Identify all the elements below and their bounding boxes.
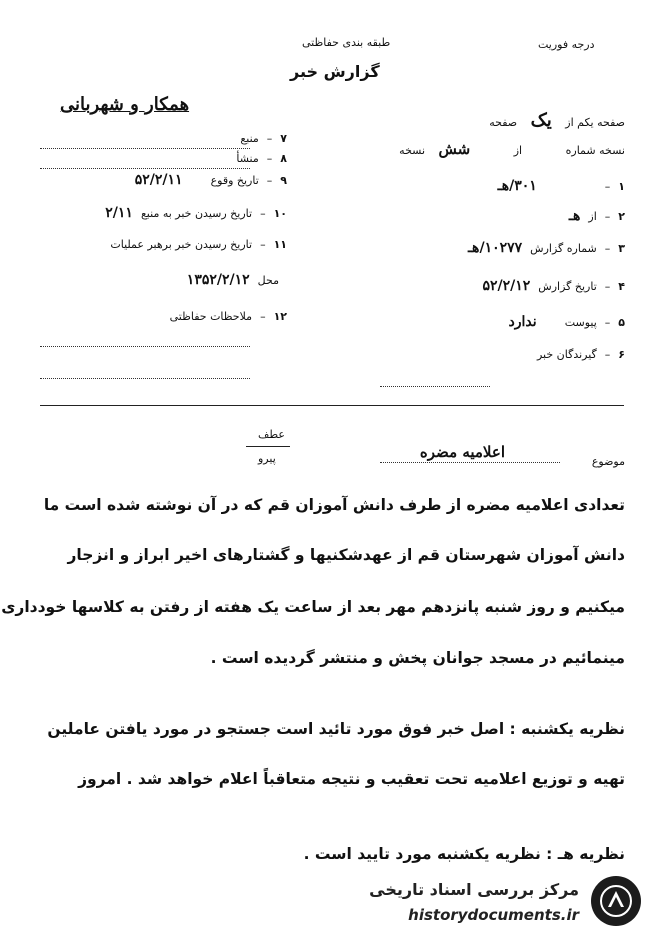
classification-label: طبقه بندی حفاظتی: [302, 36, 391, 49]
page-label: صفحه یکم از: [565, 116, 625, 129]
field-location: محل ۱۳۵۲/۲/۱۲: [186, 272, 279, 288]
reference-label: عطف: [258, 428, 285, 441]
body-line: تعدادی اعلامیه مضره از طرف دانش آموزان قم که در آن نوشته شده است ما: [43, 496, 625, 514]
copy-number-row: [399, 140, 625, 158]
section-divider: [40, 405, 624, 406]
copy-value: شش: [438, 140, 471, 158]
field-recipients: ۶ – گیرندگان خبر: [536, 348, 625, 361]
body-line: دانش آموزان شهرستان قم از عهدشکنیها و گشتارهای اخیر ابراز و انزجار: [67, 546, 625, 564]
urgency-label: درجه فوریت: [538, 38, 595, 51]
subject-value: اعلامیه مضره: [419, 443, 505, 461]
field-occurrence-date: ۹ – تاریخ وقوع ۵۲/۲/۱۱: [134, 172, 287, 188]
followup-label: پیرو: [258, 452, 276, 465]
field-origin: ۸ – منشأ: [236, 152, 287, 165]
field-1: ۱ – ۳۰۱/هـ: [497, 178, 625, 194]
department-stamp: همکار و شهربانی: [60, 94, 190, 115]
opinion-line: تهیه و توزیع اعلامیه تحت تعقیب و نتیجه متعاقباً اعلام خواهد شد . امروز: [78, 770, 625, 788]
field-attachment: ۵ – پیوست ندارد: [508, 314, 625, 330]
field-report-number: ۳ – شماره گزارش ۱۰۲۷۷/هـ: [467, 240, 625, 256]
page-word: صفحه: [489, 116, 518, 129]
page-value: یک: [530, 110, 552, 131]
opinion-line: نظریه یکشنبه : اصل خبر فوق مورد تائید است جستجو در مورد یافتن عاملین: [47, 720, 625, 738]
field-report-date: ۴ – تاریخ گزارش ۵۲/۲/۱۲: [482, 278, 625, 294]
field-source: ۷ – منبع: [240, 132, 287, 145]
subject-label: موضوع: [591, 455, 625, 468]
body-line: مینمائیم در مسجد جوانان پخش و منتشر گردیده است .: [210, 649, 625, 667]
copy-label: نسخه شماره: [565, 144, 625, 157]
footer-org: مرکز بررسی اسناد تاریخی: [369, 880, 579, 899]
field-from: ۲ – از هـ: [568, 208, 625, 224]
opinion-h-line: نظریه هـ : نظریه یکشنبه مورد تایید است .: [303, 845, 625, 863]
document-title: گزارش خبر: [290, 62, 380, 81]
copy-of: از: [513, 144, 523, 157]
archive-logo-icon: [591, 876, 641, 926]
body-line: میکنیم و روز شنبه پانزدهم مهر بعد از ساعت یک هفته از رفتن به کلاسها خودداری: [1, 598, 625, 616]
copy-word: نسخه: [399, 144, 426, 157]
field-operations-receipt-date: ۱۱ – تاریخ رسیدن خبر برهبر عملیات: [110, 238, 287, 251]
field-security-notes: ۱۲ – ملاحظات حفاظتی: [169, 310, 287, 323]
footer-url: historydocuments.ir: [408, 906, 579, 924]
field-source-receipt-date: ۱۰ – تاریخ رسیدن خبر به منبع ۲/۱۱: [105, 205, 287, 221]
page-number-row: [489, 110, 625, 131]
